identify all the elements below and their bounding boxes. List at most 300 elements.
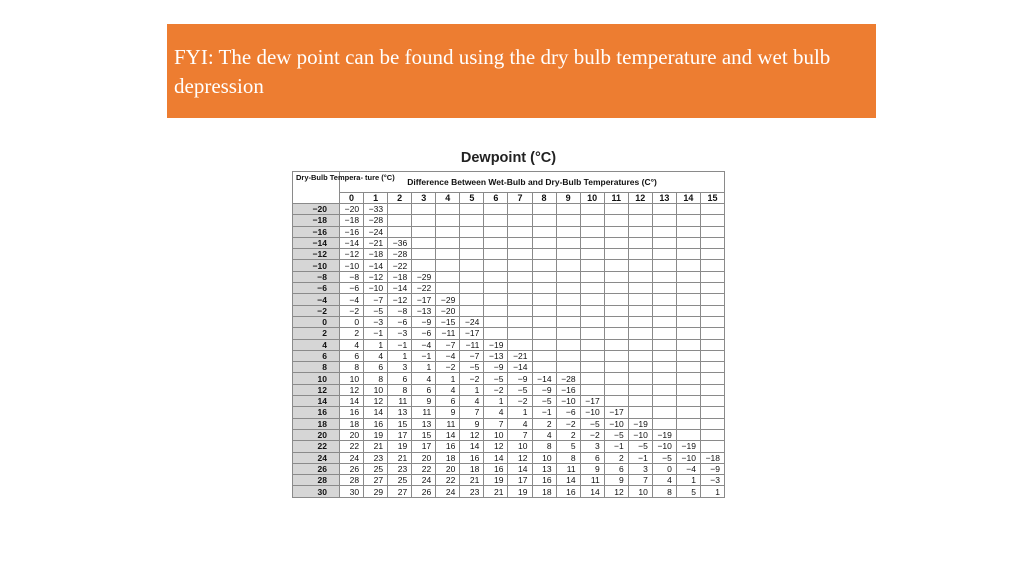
table-cell [412, 260, 436, 271]
table-cell: 3 [580, 441, 604, 452]
table-cell: −18 [700, 452, 724, 463]
table-cell [580, 249, 604, 260]
table-cell: 7 [460, 407, 484, 418]
table-cell [700, 396, 724, 407]
table-cell: −10 [340, 260, 364, 271]
table-row [293, 441, 725, 452]
table-cell: −19 [628, 418, 652, 429]
row-header: 8 [293, 362, 340, 373]
table-cell: −19 [652, 429, 676, 440]
table-cell [604, 328, 628, 339]
table-cell: 26 [412, 486, 436, 497]
table-cell: −6 [388, 316, 412, 327]
column-header: 9 [556, 193, 580, 204]
table-cell: 4 [412, 373, 436, 384]
table-cell [580, 294, 604, 305]
table-cell: −7 [460, 350, 484, 361]
table-cell: 9 [460, 418, 484, 429]
table-cell [652, 384, 676, 395]
row-header: 0 [293, 316, 340, 327]
table-cell [460, 249, 484, 260]
banner-text: FYI: The dew point can be found using the dry bulb temperature and wet bulb depression [174, 45, 831, 98]
column-header: 14 [676, 193, 700, 204]
table-cell [604, 215, 628, 226]
table-cell: 8 [340, 362, 364, 373]
table-cell: 13 [532, 463, 556, 474]
table-cell [628, 204, 652, 215]
table-cell [532, 350, 556, 361]
table-cell [604, 350, 628, 361]
table-cell: 14 [484, 452, 508, 463]
table-cell [484, 249, 508, 260]
table-cell: 9 [604, 475, 628, 486]
table-cell [676, 204, 700, 215]
table-cell [532, 260, 556, 271]
table-cell: 1 [676, 475, 700, 486]
table-cell: −20 [436, 305, 460, 316]
table-cell [580, 384, 604, 395]
table-row [293, 271, 725, 282]
table-cell [652, 215, 676, 226]
table-cell [556, 316, 580, 327]
table-cell: 10 [340, 373, 364, 384]
table-cell [652, 339, 676, 350]
table-cell [532, 316, 556, 327]
table-cell: −13 [484, 350, 508, 361]
table-cell: 17 [388, 429, 412, 440]
table-cell: 18 [460, 463, 484, 474]
table-cell: −14 [388, 283, 412, 294]
table-cell: −14 [340, 237, 364, 248]
table-cell [700, 271, 724, 282]
table-cell [532, 328, 556, 339]
row-header: 26 [293, 463, 340, 474]
table-cell [580, 215, 604, 226]
table-row [293, 373, 725, 384]
table-cell [676, 373, 700, 384]
table-cell: −8 [340, 271, 364, 282]
table-cell: 10 [628, 486, 652, 497]
table-cell [628, 237, 652, 248]
table-cell [556, 249, 580, 260]
table-cell [604, 237, 628, 248]
table-cell: −3 [700, 475, 724, 486]
table-cell: −6 [556, 407, 580, 418]
table-cell [652, 271, 676, 282]
table-cell [436, 260, 460, 271]
table-cell [580, 305, 604, 316]
table-cell: −5 [580, 418, 604, 429]
table-cell [460, 215, 484, 226]
table-cell: −9 [700, 463, 724, 474]
table-row [293, 204, 725, 215]
column-header: 13 [652, 193, 676, 204]
column-header: 11 [604, 193, 628, 204]
table-cell: −10 [580, 407, 604, 418]
table-cell: 12 [604, 486, 628, 497]
table-cell [580, 328, 604, 339]
table-cell: 9 [436, 407, 460, 418]
table-cell [604, 204, 628, 215]
table-cell: 22 [436, 475, 460, 486]
table-cell: 27 [364, 475, 388, 486]
table-cell [628, 339, 652, 350]
table-cell [436, 237, 460, 248]
table-cell [436, 271, 460, 282]
table-cell: 7 [628, 475, 652, 486]
table-cell [412, 249, 436, 260]
table-cell: 19 [388, 441, 412, 452]
table-cell: −20 [340, 204, 364, 215]
table-cell [436, 215, 460, 226]
table-cell: −16 [556, 384, 580, 395]
row-header: 10 [293, 373, 340, 384]
table-cell: 8 [388, 384, 412, 395]
table-cell [652, 204, 676, 215]
table-cell [700, 429, 724, 440]
table-cell: −1 [364, 328, 388, 339]
table-cell: 23 [460, 486, 484, 497]
table-cell [484, 226, 508, 237]
table-row [293, 316, 725, 327]
row-header: −14 [293, 237, 340, 248]
table-cell: 18 [340, 418, 364, 429]
table-cell: 21 [460, 475, 484, 486]
table-cell [628, 350, 652, 361]
table-cell: 17 [412, 441, 436, 452]
table-cell [700, 328, 724, 339]
table-cell: 14 [364, 407, 388, 418]
table-cell: 2 [532, 418, 556, 429]
table-cell: 29 [364, 486, 388, 497]
table-cell: −12 [340, 249, 364, 260]
table-cell: 4 [364, 350, 388, 361]
row-header: −4 [293, 294, 340, 305]
table-cell: 25 [388, 475, 412, 486]
table-cell [412, 215, 436, 226]
table-cell: −10 [364, 283, 388, 294]
table-cell [532, 283, 556, 294]
table-cell [604, 339, 628, 350]
table-cell [604, 271, 628, 282]
table-cell: −33 [364, 204, 388, 215]
table-cell: 1 [388, 350, 412, 361]
table-cell [460, 294, 484, 305]
table-cell [580, 271, 604, 282]
row-header: 2 [293, 328, 340, 339]
row-header: 30 [293, 486, 340, 497]
table-cell: −28 [556, 373, 580, 384]
table-cell: −14 [508, 362, 532, 373]
table-cell [508, 339, 532, 350]
row-header: −16 [293, 226, 340, 237]
row-header: −10 [293, 260, 340, 271]
table-cell [628, 249, 652, 260]
table-cell [604, 283, 628, 294]
table-cell: −13 [412, 305, 436, 316]
table-cell [532, 249, 556, 260]
table-cell [484, 237, 508, 248]
table-row [293, 429, 725, 440]
table-cell: −11 [436, 328, 460, 339]
row-header: −12 [293, 249, 340, 260]
table-cell [580, 316, 604, 327]
table-cell [460, 283, 484, 294]
table-cell: 17 [508, 475, 532, 486]
table-cell: 3 [388, 362, 412, 373]
table-cell: −10 [628, 429, 652, 440]
table-cell: 8 [532, 441, 556, 452]
table-cell [628, 316, 652, 327]
table-cell [580, 373, 604, 384]
table-cell [556, 204, 580, 215]
table-cell: 19 [484, 475, 508, 486]
table-title: Dewpoint (°C) [460, 150, 557, 166]
table-cell: −19 [484, 339, 508, 350]
table-cell [604, 373, 628, 384]
table-cell [676, 249, 700, 260]
row-header: −18 [293, 215, 340, 226]
table-cell: −2 [508, 396, 532, 407]
table-cell [700, 407, 724, 418]
table-cell: −2 [436, 362, 460, 373]
table-cell: 6 [412, 384, 436, 395]
table-cell: 16 [532, 475, 556, 486]
table-cell: 20 [436, 463, 460, 474]
table-cell: 0 [340, 316, 364, 327]
row-header: 12 [293, 384, 340, 395]
table-cell: −9 [412, 316, 436, 327]
table-cell: 14 [580, 486, 604, 497]
table-cell: 22 [340, 441, 364, 452]
table-cell [652, 418, 676, 429]
table-row [293, 463, 725, 474]
table-row [293, 452, 725, 463]
table-cell [604, 316, 628, 327]
table-cell: −1 [388, 339, 412, 350]
row-header: 4 [293, 339, 340, 350]
table-cell: −5 [652, 452, 676, 463]
table-cell: −4 [340, 294, 364, 305]
table-cell [604, 396, 628, 407]
table-cell [508, 226, 532, 237]
row-header: −8 [293, 271, 340, 282]
table-cell [460, 271, 484, 282]
table-cell: 1 [436, 373, 460, 384]
table-cell [700, 384, 724, 395]
table-cell: −24 [460, 316, 484, 327]
table-cell: 16 [556, 486, 580, 497]
table-cell: −5 [484, 373, 508, 384]
table-cell [532, 362, 556, 373]
table-cell: −18 [364, 249, 388, 260]
row-header: 24 [293, 452, 340, 463]
table-cell [436, 226, 460, 237]
table-cell [628, 294, 652, 305]
table-cell: 10 [508, 441, 532, 452]
table-cell [556, 362, 580, 373]
table-cell [556, 328, 580, 339]
table-cell: −21 [364, 237, 388, 248]
table-cell: −22 [388, 260, 412, 271]
table-cell [652, 350, 676, 361]
table-row [293, 396, 725, 407]
table-cell: −16 [340, 226, 364, 237]
table-cell: −17 [460, 328, 484, 339]
title-banner [167, 24, 876, 118]
table-cell: 10 [364, 384, 388, 395]
table-cell [652, 237, 676, 248]
table-cell [580, 204, 604, 215]
table-cell [628, 260, 652, 271]
table-cell: −2 [556, 418, 580, 429]
table-cell: −5 [364, 305, 388, 316]
table-cell [532, 339, 556, 350]
table-cell [580, 283, 604, 294]
table-cell [532, 271, 556, 282]
table-cell [676, 283, 700, 294]
table-cell [556, 339, 580, 350]
table-cell [628, 384, 652, 395]
table-cell [628, 396, 652, 407]
table-cell: −11 [460, 339, 484, 350]
table-cell [652, 328, 676, 339]
table-caption: Difference Between Wet-Bulb and Dry-Bulb Temperatures (C°) [340, 172, 725, 193]
table-cell [628, 215, 652, 226]
table-cell [508, 316, 532, 327]
table-cell [508, 215, 532, 226]
table-cell: 3 [628, 463, 652, 474]
table-cell [556, 350, 580, 361]
table-cell: −7 [364, 294, 388, 305]
table-cell [700, 373, 724, 384]
table-cell: 10 [484, 429, 508, 440]
corner-label: Dry-Bulb Tempera- ture (°C) [293, 172, 340, 204]
table-cell [604, 294, 628, 305]
table-cell: 16 [460, 452, 484, 463]
table-cell: 11 [412, 407, 436, 418]
column-header: 15 [700, 193, 724, 204]
table-cell [676, 215, 700, 226]
table-cell: −29 [436, 294, 460, 305]
table-cell: 24 [412, 475, 436, 486]
table-cell [532, 305, 556, 316]
table-cell: −12 [388, 294, 412, 305]
table-cell [676, 429, 700, 440]
table-cell: 22 [412, 463, 436, 474]
table-cell: −8 [388, 305, 412, 316]
table-cell [676, 418, 700, 429]
table-cell [652, 407, 676, 418]
table-cell [508, 271, 532, 282]
table-row [293, 407, 725, 418]
table-cell: −2 [484, 384, 508, 395]
table-cell: 11 [556, 463, 580, 474]
table-cell: −10 [556, 396, 580, 407]
table-cell [532, 204, 556, 215]
table-cell [388, 204, 412, 215]
table-cell: 7 [508, 429, 532, 440]
table-cell [388, 226, 412, 237]
table-cell: 15 [412, 429, 436, 440]
table-cell [532, 226, 556, 237]
table-cell [508, 305, 532, 316]
table-cell: −10 [604, 418, 628, 429]
table-cell: 14 [340, 396, 364, 407]
table-cell: 6 [340, 350, 364, 361]
table-cell [604, 260, 628, 271]
table-cell [484, 260, 508, 271]
table-row [293, 362, 725, 373]
table-cell: 1 [484, 396, 508, 407]
row-header: 20 [293, 429, 340, 440]
table-cell [604, 305, 628, 316]
table-cell: 5 [556, 441, 580, 452]
table-cell: −17 [580, 396, 604, 407]
table-cell [628, 362, 652, 373]
table-cell: 20 [412, 452, 436, 463]
table-cell [556, 226, 580, 237]
table-cell: −6 [340, 283, 364, 294]
table-cell [676, 226, 700, 237]
table-row [293, 350, 725, 361]
table-cell [652, 396, 676, 407]
table-cell: 6 [388, 373, 412, 384]
table-cell: −29 [412, 271, 436, 282]
column-header: 5 [460, 193, 484, 204]
table-cell: −5 [508, 384, 532, 395]
table-cell [700, 339, 724, 350]
dewpoint-table [292, 171, 725, 498]
table-cell: 27 [388, 486, 412, 497]
table-cell [436, 249, 460, 260]
table-cell [628, 328, 652, 339]
table-cell: −5 [532, 396, 556, 407]
table-cell: 4 [508, 418, 532, 429]
table-cell: −18 [388, 271, 412, 282]
table-cell: 21 [388, 452, 412, 463]
table-cell: −12 [364, 271, 388, 282]
table-cell: 1 [364, 339, 388, 350]
table-cell [604, 249, 628, 260]
column-header: 3 [412, 193, 436, 204]
table-cell: 15 [388, 418, 412, 429]
table-cell [700, 350, 724, 361]
table-cell: 23 [388, 463, 412, 474]
table-cell: 2 [340, 328, 364, 339]
table-cell: 8 [556, 452, 580, 463]
table-cell [508, 283, 532, 294]
table-cell: −4 [412, 339, 436, 350]
table-cell [652, 283, 676, 294]
table-cell: −6 [412, 328, 436, 339]
table-cell [676, 384, 700, 395]
table-cell: 1 [700, 486, 724, 497]
table-cell [652, 305, 676, 316]
table-cell: −9 [532, 384, 556, 395]
table-row [293, 237, 725, 248]
table-cell [628, 407, 652, 418]
table-cell [676, 362, 700, 373]
table-cell: −9 [508, 373, 532, 384]
table-cell: 12 [460, 429, 484, 440]
table-cell [484, 204, 508, 215]
table-cell [700, 362, 724, 373]
table-cell: 24 [340, 452, 364, 463]
table-cell [556, 294, 580, 305]
table-cell: 4 [460, 396, 484, 407]
table-cell: 19 [508, 486, 532, 497]
